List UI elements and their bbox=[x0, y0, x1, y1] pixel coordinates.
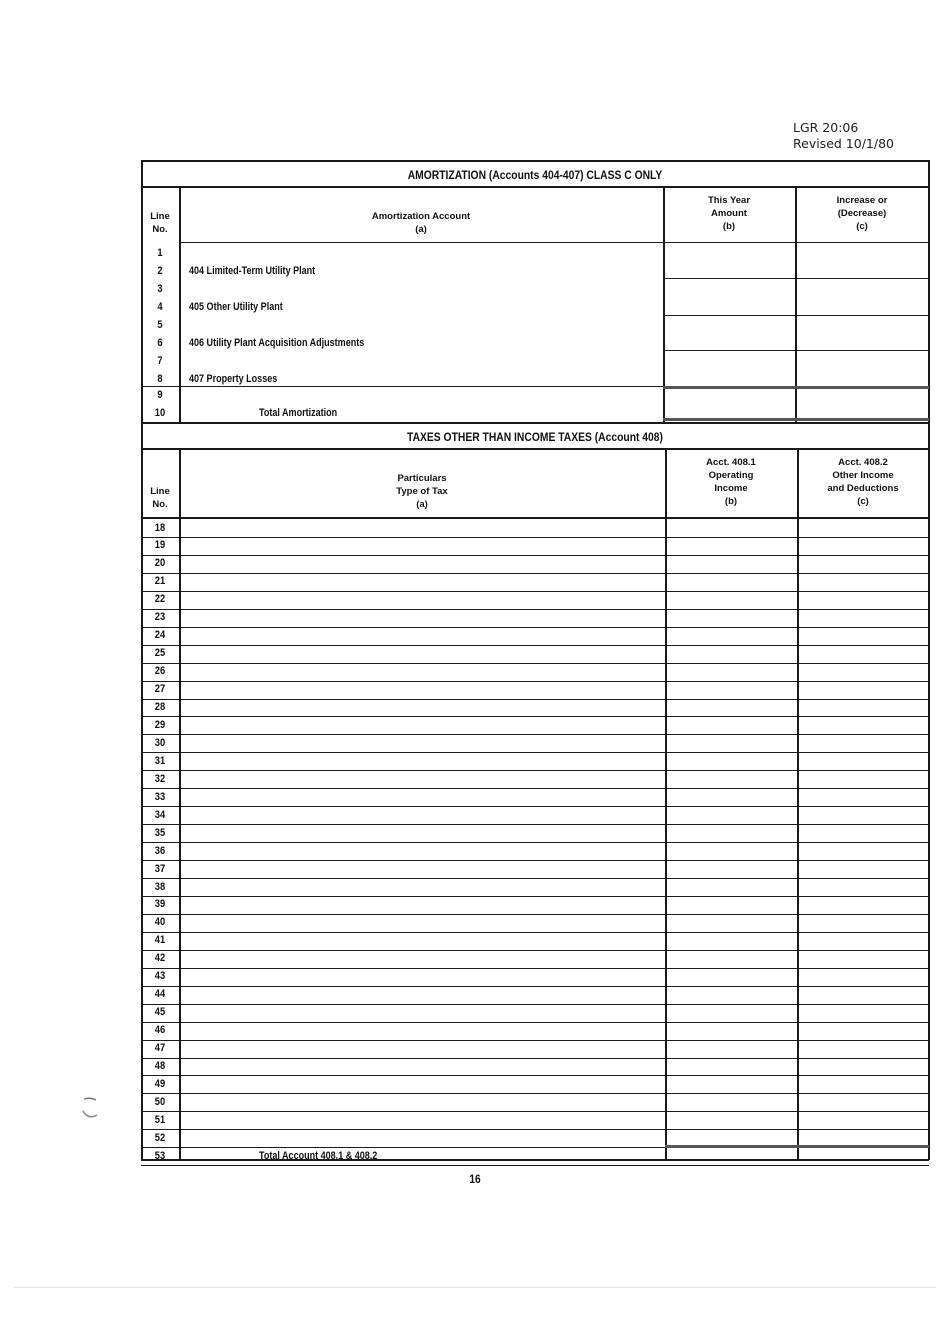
tax-other-cell[interactable] bbox=[798, 788, 929, 805]
tax-other-cell[interactable] bbox=[798, 752, 929, 769]
tax-operating-cell[interactable] bbox=[666, 591, 797, 608]
tax-other-cell[interactable] bbox=[798, 645, 929, 662]
amort-line-number: 8 bbox=[157, 373, 163, 385]
tax-operating-cell[interactable] bbox=[666, 573, 797, 590]
total-rule bbox=[665, 1145, 929, 1148]
tax-other-cell[interactable] bbox=[798, 591, 929, 608]
total-taxes-label: Total Account 408.1 & 408.2 bbox=[259, 1149, 378, 1162]
tax-operating-cell[interactable] bbox=[666, 932, 797, 949]
tax-other-cell[interactable] bbox=[798, 914, 929, 931]
tax-line-number: 49 bbox=[154, 1077, 166, 1090]
tax-operating-cell[interactable] bbox=[666, 609, 797, 626]
tax-particulars-cell[interactable] bbox=[180, 968, 665, 985]
tax-other-cell[interactable] bbox=[798, 986, 929, 1003]
tax-particulars-cell[interactable] bbox=[180, 1004, 665, 1021]
amort-line-number: 7 bbox=[157, 355, 163, 367]
tax-particulars-cell[interactable] bbox=[180, 519, 665, 536]
amort-this-year-header: This Year Amount (b) bbox=[707, 195, 751, 232]
tax-line-number: 39 bbox=[154, 898, 166, 911]
tax-operating-cell[interactable] bbox=[666, 914, 797, 931]
tax-line-number: 45 bbox=[154, 1006, 166, 1019]
tax-operating-cell[interactable] bbox=[666, 1111, 797, 1128]
tax-operating-cell[interactable] bbox=[666, 1004, 797, 1021]
tax-line-number: 37 bbox=[154, 862, 166, 875]
tax-particulars-cell[interactable] bbox=[180, 591, 665, 608]
tax-particulars-cell[interactable] bbox=[180, 950, 665, 967]
tax-particulars-cell[interactable] bbox=[180, 878, 665, 895]
tax-particulars-cell[interactable] bbox=[180, 896, 665, 913]
tax-line-number: 52 bbox=[154, 1131, 166, 1144]
amort-change-cell[interactable] bbox=[796, 389, 928, 418]
amortization-account-label: 404 Limited-Term Utility Plant bbox=[189, 265, 316, 277]
tax-line-number: 46 bbox=[154, 1024, 166, 1037]
amortization-account-label: 407 Property Losses bbox=[189, 373, 278, 385]
tax-particulars-cell[interactable] bbox=[180, 555, 665, 572]
tax-other-cell[interactable] bbox=[798, 1093, 929, 1110]
amort-line-number: 9 bbox=[157, 389, 163, 401]
tax-operating-cell[interactable] bbox=[666, 519, 797, 536]
tax-other-cell[interactable] bbox=[798, 1004, 929, 1021]
tax-operating-cell[interactable] bbox=[666, 878, 797, 895]
tax-particulars-cell[interactable] bbox=[180, 681, 665, 698]
tax-line-number: 28 bbox=[154, 701, 166, 713]
tax-operating-cell[interactable] bbox=[666, 842, 797, 859]
tax-other-cell[interactable] bbox=[798, 860, 929, 877]
amort-this-year-cell[interactable] bbox=[664, 279, 795, 315]
tax-other-cell[interactable] bbox=[798, 932, 929, 949]
tax-line-number: 20 bbox=[154, 557, 166, 570]
tax-line-number: 47 bbox=[154, 1042, 166, 1055]
amort-line-number: 2 bbox=[157, 265, 163, 277]
tax-other-cell[interactable] bbox=[798, 1147, 929, 1164]
tax-other-cell[interactable] bbox=[798, 842, 929, 859]
tax-other-cell[interactable] bbox=[798, 950, 929, 967]
tax-line-number: 26 bbox=[154, 665, 166, 678]
tax-particulars-cell[interactable] bbox=[180, 537, 665, 554]
tax-particulars-cell[interactable] bbox=[180, 573, 665, 590]
table-row-rule bbox=[141, 1165, 929, 1166]
taxes-title: TAXES OTHER THAN INCOME TAXES (Account 408) bbox=[407, 430, 663, 444]
tax-other-cell[interactable] bbox=[798, 878, 929, 895]
tax-line-number: 38 bbox=[154, 880, 166, 893]
tax-particulars-cell[interactable] bbox=[180, 842, 665, 859]
tax-particulars-cell[interactable] bbox=[180, 932, 665, 949]
schedule-table bbox=[141, 160, 929, 1160]
amort-this-year-cell[interactable] bbox=[664, 351, 795, 386]
tax-particulars-cell[interactable] bbox=[180, 1022, 665, 1039]
amort-this-year-cell[interactable] bbox=[664, 243, 795, 278]
tax-line-number: 35 bbox=[154, 826, 166, 839]
amort-change-cell[interactable] bbox=[796, 279, 928, 315]
tax-other-cell[interactable] bbox=[798, 1040, 929, 1057]
tax-line-number: 25 bbox=[154, 647, 166, 660]
amort-line-number: 3 bbox=[157, 283, 163, 295]
tax-line-number: 33 bbox=[154, 790, 166, 803]
amort-change-cell[interactable] bbox=[796, 351, 928, 386]
tax-other-cell[interactable] bbox=[798, 537, 929, 554]
tax-operating-cell[interactable] bbox=[666, 663, 797, 680]
tax-other-cell[interactable] bbox=[798, 699, 929, 716]
tax-operating-cell[interactable] bbox=[666, 555, 797, 572]
taxes-other-header: Acct. 408.2 Other Income and Deductions (c) bbox=[827, 457, 899, 507]
amortization-title: AMORTIZATION (Accounts 404-407) CLASS C ONLY bbox=[407, 168, 663, 182]
tax-line-number: 51 bbox=[154, 1113, 166, 1126]
amort-change-cell[interactable] bbox=[796, 316, 928, 350]
tax-particulars-cell[interactable] bbox=[180, 627, 665, 644]
tax-line-number: 41 bbox=[154, 934, 166, 947]
tax-line-number: 21 bbox=[154, 575, 166, 588]
amort-line-number: 1 bbox=[157, 247, 163, 259]
tax-operating-cell[interactable] bbox=[666, 824, 797, 841]
taxes-particulars-header: Particulars Type of Tax (a) bbox=[396, 473, 448, 510]
tax-particulars-cell[interactable] bbox=[180, 645, 665, 662]
tax-operating-cell[interactable] bbox=[666, 896, 797, 913]
tax-line-number: 30 bbox=[154, 736, 166, 749]
tax-line-number: 23 bbox=[154, 611, 166, 624]
tax-particulars-cell[interactable] bbox=[180, 663, 665, 680]
tax-operating-cell[interactable] bbox=[666, 699, 797, 716]
taxes-line-no-header: Line No. bbox=[150, 486, 170, 510]
tax-other-cell[interactable] bbox=[798, 770, 929, 787]
tax-operating-cell[interactable] bbox=[666, 770, 797, 787]
tax-operating-cell[interactable] bbox=[666, 1093, 797, 1110]
tax-operating-cell[interactable] bbox=[666, 681, 797, 698]
tax-other-cell[interactable] bbox=[798, 573, 929, 590]
tax-particulars-cell[interactable] bbox=[180, 1040, 665, 1057]
tax-line-number: 31 bbox=[154, 754, 166, 767]
tax-other-cell[interactable] bbox=[798, 627, 929, 644]
tax-other-cell[interactable] bbox=[798, 519, 929, 536]
tax-line-number: 42 bbox=[154, 952, 166, 965]
tax-line-number: 48 bbox=[154, 1060, 166, 1072]
tax-operating-cell[interactable] bbox=[666, 627, 797, 644]
tax-operating-cell[interactable] bbox=[666, 752, 797, 769]
tax-particulars-cell[interactable] bbox=[180, 806, 665, 823]
tax-particulars-cell[interactable] bbox=[180, 699, 665, 716]
amort-change-header: Increase or (Decrease) (c) bbox=[836, 195, 888, 232]
tax-line-number: 32 bbox=[154, 772, 166, 785]
tax-line-number: 53 bbox=[154, 1149, 166, 1162]
tax-particulars-cell[interactable] bbox=[180, 788, 665, 805]
tax-particulars-cell[interactable] bbox=[180, 752, 665, 769]
tax-operating-cell[interactable] bbox=[666, 734, 797, 751]
tax-operating-cell[interactable] bbox=[666, 1040, 797, 1057]
tax-other-cell[interactable] bbox=[798, 555, 929, 572]
tax-other-cell[interactable] bbox=[798, 1111, 929, 1128]
tax-other-cell[interactable] bbox=[798, 896, 929, 913]
amortization-account-label: 405 Other Utility Plant bbox=[189, 301, 283, 313]
amort-this-year-cell[interactable] bbox=[664, 389, 795, 418]
tax-particulars-cell[interactable] bbox=[180, 1058, 665, 1075]
tax-other-cell[interactable] bbox=[798, 1129, 929, 1146]
tax-other-cell[interactable] bbox=[798, 716, 929, 733]
form-code: LGR 20:06 bbox=[793, 120, 859, 135]
tax-other-cell[interactable] bbox=[798, 1075, 929, 1092]
form-revision-date: Revised 10/1/80 bbox=[793, 136, 894, 151]
tax-operating-cell[interactable] bbox=[666, 1129, 797, 1146]
tax-operating-cell[interactable] bbox=[666, 1075, 797, 1092]
tax-line-number: 18 bbox=[154, 521, 166, 534]
tax-operating-cell[interactable] bbox=[666, 1058, 797, 1075]
tax-particulars-cell[interactable] bbox=[180, 824, 665, 841]
tax-particulars-cell[interactable] bbox=[180, 986, 665, 1003]
tax-particulars-cell[interactable] bbox=[180, 1129, 665, 1146]
tax-line-number: 50 bbox=[154, 1095, 166, 1108]
tax-line-number: 44 bbox=[154, 988, 166, 1001]
tax-operating-cell[interactable] bbox=[666, 986, 797, 1003]
tax-other-cell[interactable] bbox=[798, 681, 929, 698]
tax-operating-cell[interactable] bbox=[666, 1022, 797, 1039]
tax-other-cell[interactable] bbox=[798, 609, 929, 626]
total-amortization-label: Total Amortization bbox=[259, 407, 338, 419]
tax-operating-cell[interactable] bbox=[666, 788, 797, 805]
amort-line-number: 6 bbox=[157, 337, 163, 349]
amort-change-cell[interactable] bbox=[796, 243, 928, 278]
tax-particulars-cell[interactable] bbox=[180, 1093, 665, 1110]
amortization-account-label: 406 Utility Plant Acquisition Adjustments bbox=[189, 337, 365, 349]
tax-particulars-cell[interactable] bbox=[180, 734, 665, 751]
tax-operating-cell[interactable] bbox=[666, 968, 797, 985]
tax-line-number: 27 bbox=[154, 683, 166, 696]
page-number: 16 bbox=[469, 1172, 481, 1186]
tax-line-number: 43 bbox=[154, 970, 166, 983]
tax-line-number: 24 bbox=[154, 629, 166, 642]
amort-account-header: Amortization Account (a) bbox=[371, 211, 471, 235]
form-identifier bbox=[793, 120, 894, 152]
tax-particulars-cell[interactable] bbox=[180, 860, 665, 877]
tax-other-cell[interactable] bbox=[798, 968, 929, 985]
tax-other-cell[interactable] bbox=[798, 663, 929, 680]
amort-this-year-cell[interactable] bbox=[664, 316, 795, 350]
tax-line-number: 19 bbox=[154, 539, 166, 552]
tax-line-number: 40 bbox=[154, 916, 166, 929]
tax-operating-cell[interactable] bbox=[666, 950, 797, 967]
tax-particulars-cell[interactable] bbox=[180, 1075, 665, 1092]
margin-mark-icon bbox=[80, 1093, 102, 1123]
tax-line-number: 29 bbox=[154, 718, 166, 731]
page-edge bbox=[14, 1287, 936, 1288]
tax-other-cell[interactable] bbox=[798, 806, 929, 823]
tax-other-cell[interactable] bbox=[798, 1058, 929, 1075]
tax-operating-cell[interactable] bbox=[666, 860, 797, 877]
tax-operating-cell[interactable] bbox=[666, 806, 797, 823]
tax-line-number: 34 bbox=[154, 808, 166, 821]
tax-line-number: 36 bbox=[154, 844, 166, 857]
amort-line-number: 4 bbox=[157, 301, 163, 313]
tax-other-cell[interactable] bbox=[798, 734, 929, 751]
tax-particulars-cell[interactable] bbox=[180, 609, 665, 626]
tax-operating-cell[interactable] bbox=[666, 537, 797, 554]
tax-particulars-cell[interactable] bbox=[180, 1147, 665, 1164]
tax-operating-cell[interactable] bbox=[666, 645, 797, 662]
tax-particulars-cell[interactable] bbox=[180, 914, 665, 931]
taxes-operating-header: Acct. 408.1 Operating Income (b) bbox=[706, 457, 756, 507]
tax-other-cell[interactable] bbox=[798, 824, 929, 841]
tax-operating-cell[interactable] bbox=[666, 1147, 797, 1164]
tax-line-number: 22 bbox=[154, 593, 166, 606]
tax-particulars-cell[interactable] bbox=[180, 770, 665, 787]
amort-line-number: 10 bbox=[154, 407, 166, 419]
tax-particulars-cell[interactable] bbox=[180, 1111, 665, 1128]
tax-particulars-cell[interactable] bbox=[180, 716, 665, 733]
amort-line-number: 5 bbox=[157, 319, 163, 331]
tax-operating-cell[interactable] bbox=[666, 716, 797, 733]
tax-other-cell[interactable] bbox=[798, 1022, 929, 1039]
amort-line-no-header: Line No. bbox=[150, 211, 170, 235]
